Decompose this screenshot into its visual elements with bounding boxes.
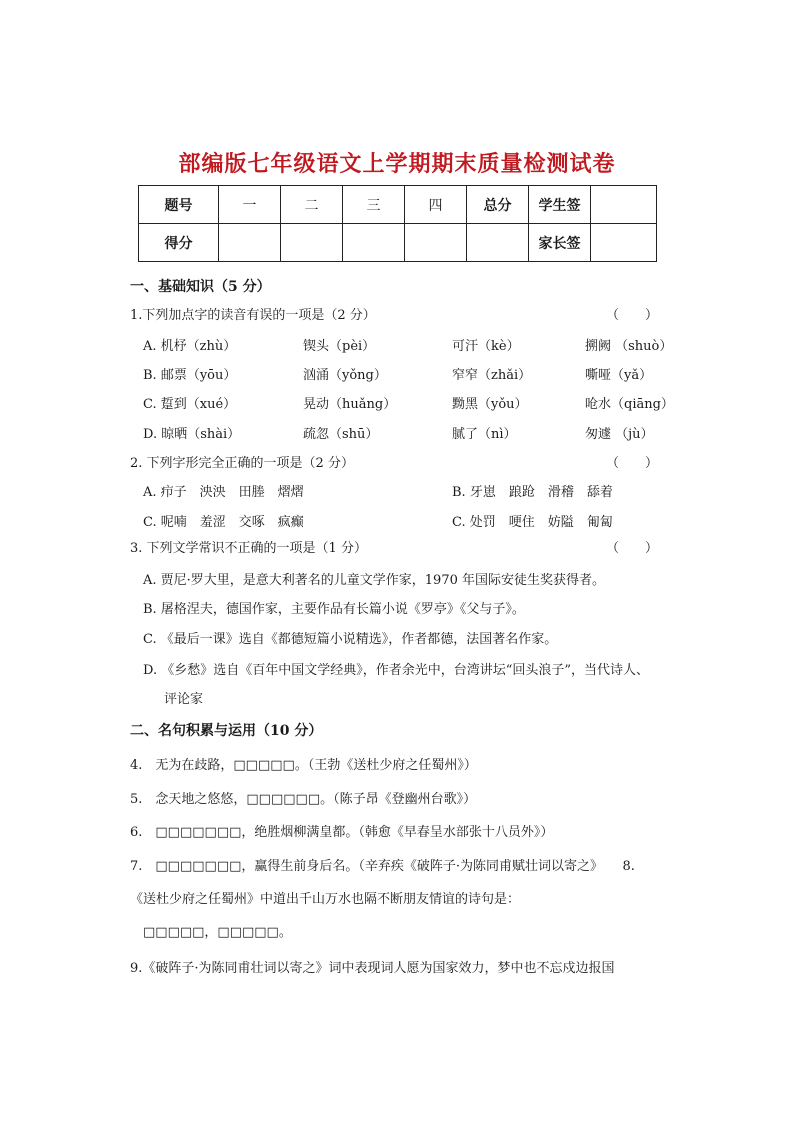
score-label-cell: 得分 (139, 224, 219, 262)
q1-option: 可汗（kè） (452, 339, 520, 354)
q3-option: A. 贾尼·罗大里，是意大利著名的儿童文学作家，1970 年国际安徒生奖获得者。 (143, 573, 606, 588)
section2-heading: 二、名句积累与运用（10 分） (130, 723, 323, 739)
q2-option: B. 牙崽 踉跄 滑稽 舔着 (452, 485, 613, 500)
score-header-cell: 一 (219, 186, 281, 224)
q2-option: C. 处罚 哽住 妨隘 匍匐 (452, 515, 613, 530)
q1-option: 窄窄（zhǎi） (452, 368, 532, 383)
poem-line-8: 《送杜少府之任蜀州》中道出千山万水也隔不断朋友情谊的诗句是： (130, 892, 521, 907)
score-header-cell: 题号 (139, 186, 219, 224)
score-field[interactable] (281, 224, 343, 262)
q2-stem: 2. 下列字形完全正确的一项是（2 分） (130, 456, 354, 471)
score-field[interactable] (343, 224, 405, 262)
parent-sign-label: 家长签 (529, 224, 591, 262)
q1-option: 锲头（pèi） (303, 339, 376, 354)
q3-answer-paren[interactable]: （ ） (606, 541, 659, 556)
score-field[interactable] (219, 224, 281, 262)
score-table-row (139, 186, 657, 224)
poem-line-5: 5. 念天地之悠悠，□□□□□□。（陈子昂《登幽州台歌》） (130, 792, 477, 807)
q3-option: C. 《最后一课》选自《都德短篇小说精选》，作者都德，法国著名作家。 (143, 632, 558, 647)
score-table-row (139, 224, 657, 262)
poem-line-9: 9.《破阵子·为陈同甫壮词以寄之》词中表现词人愿为国家效力，梦中也不忘戍边报国 (130, 961, 615, 976)
section1-heading: 一、基础知识（5 分） (130, 279, 271, 295)
score-header-cell: 四 (405, 186, 467, 224)
student-sign-field[interactable] (591, 186, 657, 224)
score-header-cell: 二 (281, 186, 343, 224)
q1-option: 黝黑（yǒu） (452, 397, 528, 412)
q1-stem: 1.下列加点字的读音有误的一项是（2 分） (130, 308, 376, 323)
poem-line-7: 7. □□□□□□□，赢得生前身后名。（辛弃疾《破阵子·为陈同甫赋壮词以寄之》 8. (130, 859, 635, 874)
q1-option: B. 邮票（yōu） (143, 368, 237, 383)
q3-option: D. 《乡愁》选自《百年中国文学经典》，作者余光中，台湾讲坛“回头浪子”，当代诗人、 (143, 663, 650, 678)
q1-option: 疏忽（shū） (303, 427, 379, 442)
score-field[interactable] (467, 224, 529, 262)
q3-stem: 3. 下列文学常识不正确的一项是（1 分） (130, 541, 367, 556)
q1-option: 腻了（nì） (452, 427, 517, 442)
score-header-cell: 总分 (467, 186, 529, 224)
score-header-cell: 三 (343, 186, 405, 224)
q1-answer-paren[interactable]: （ ） (606, 308, 659, 323)
q1-option: D. 晾晒（shài） (143, 427, 241, 442)
q1-option: 呛水（qiāng） (585, 397, 674, 412)
poem-line-4: 4. 无为在歧路，□□□□□。（王勃《送杜少府之任蜀州》） (130, 758, 477, 773)
score-table (138, 185, 657, 262)
q2-answer-paren[interactable]: （ ） (606, 456, 659, 471)
q1-option: A. 机杼（zhù） (143, 339, 237, 354)
q3-option: B. 屠格涅夫，德国作家，主要作品有长篇小说《罗亭》《父与子》。 (143, 602, 525, 617)
q1-option: 匆遽 （jù） (585, 427, 654, 442)
parent-sign-field[interactable] (591, 224, 657, 262)
poem-line-6: 6. □□□□□□□，绝胜烟柳满皇都。（韩愈《早春呈水部张十八员外》） (130, 825, 554, 840)
score-field[interactable] (405, 224, 467, 262)
q1-option: 搠阙 （shuò） (585, 339, 673, 354)
student-sign-label: 学生签 (529, 186, 591, 224)
q1-option: 嘶哑（yǎ） (585, 368, 653, 383)
q1-option: 汹涌（yǒng） (303, 368, 387, 383)
q1-option: C. 踅到（xué） (143, 397, 237, 412)
q2-option: C. 呢喃 羞涩 交啄 疯癫 (143, 515, 304, 530)
poem-answer-blank[interactable]: □□□□□，□□□□□。 (143, 925, 292, 940)
q2-option: A. 疖子 泱泱 田塍 熠熠 (143, 485, 304, 500)
q3-option-continuation: 评论家 (164, 692, 204, 707)
page-title: 部编版七年级语文上学期期末质量检测试卷 (178, 151, 616, 177)
q1-option: 晃动（huǎng） (303, 397, 397, 412)
